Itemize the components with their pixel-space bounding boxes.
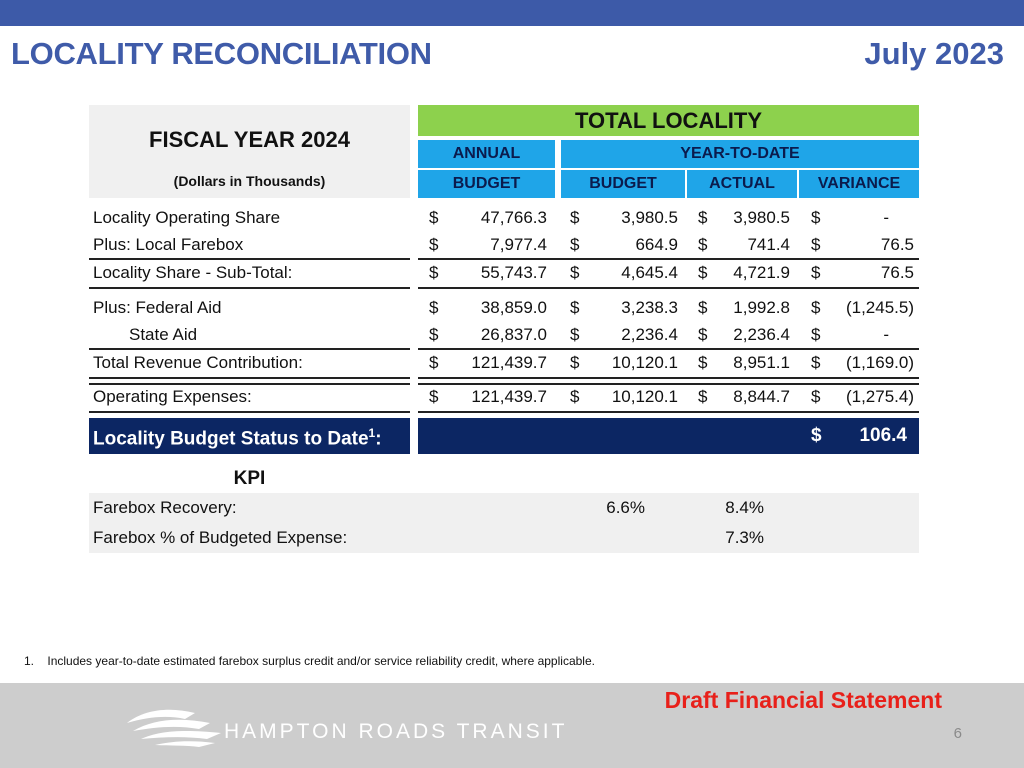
row-divider: [418, 377, 919, 379]
currency-sign: $: [811, 387, 821, 406]
budget-status-label: Locality Budget Status to Date: [93, 428, 369, 450]
currency-sign: $: [570, 387, 580, 406]
row-label: Plus: Local Farebox: [93, 235, 244, 254]
row-divider: [418, 287, 919, 289]
currency-sign: $: [698, 387, 708, 406]
fiscal-year-header: [89, 105, 410, 198]
top-accent-bar: [0, 0, 1024, 26]
currency-sign: $: [811, 325, 821, 344]
ytd-actual-value: 1,992.8: [733, 298, 790, 317]
page-number: 6: [953, 725, 962, 742]
kpi-actual-value: 8.4%: [725, 498, 764, 517]
currency-sign: $: [698, 298, 708, 317]
kpi-heading: KPI: [233, 468, 266, 489]
currency-sign: $: [429, 235, 439, 254]
currency-sign: $: [811, 298, 821, 317]
variance-value: (1,275.4): [845, 387, 914, 406]
row-divider: [89, 287, 410, 289]
annual-budget-value: 121,439.7: [471, 353, 547, 372]
table-row: [89, 205, 919, 232]
currency-sign: $: [570, 263, 580, 282]
currency-sign: $: [698, 235, 708, 254]
budget-status-value: 106.4: [859, 425, 907, 446]
ytd-budget-value: 2,236.4: [621, 325, 678, 344]
currency-sign: $: [570, 235, 580, 254]
draft-label: Draft Financial Statement: [664, 687, 942, 713]
fiscal-year-title: FISCAL YEAR 2024: [149, 127, 350, 152]
kpi-row: [89, 493, 919, 523]
footnote-text: Includes year-to-date estimated farebox surplus credit and/or service reliability credit, where applicable.: [47, 654, 595, 668]
currency-sign: $: [429, 353, 439, 372]
currency-sign: $: [811, 353, 821, 372]
ytd-budget-value: 4,645.4: [621, 263, 678, 282]
annual-budget-value: 26,837.0: [480, 325, 547, 344]
currency-sign: $: [429, 325, 439, 344]
kpi-actual-value: 7.3%: [725, 528, 764, 547]
row-label: Operating Expenses:: [93, 387, 252, 406]
ytd-variance-header: VARIANCE: [799, 170, 919, 198]
annual-budget-value: 55,743.7: [480, 263, 547, 282]
budget-status-value-bar: [418, 418, 919, 454]
currency-sign: $: [811, 425, 822, 446]
annual-budget-value: 47,766.3: [480, 208, 547, 227]
currency-sign: $: [429, 298, 439, 317]
table-row: [89, 322, 919, 349]
ytd-budget-value: 3,238.3: [621, 298, 678, 317]
total-locality-header: TOTAL LOCALITY: [418, 105, 919, 136]
ytd-actual-value: 741.4: [747, 235, 790, 254]
currency-sign: $: [429, 208, 439, 227]
currency-sign: $: [570, 298, 580, 317]
table-row: [89, 295, 919, 322]
table-row: [89, 232, 919, 259]
row-divider: [418, 411, 919, 413]
ytd-budget-value: 3,980.5: [621, 208, 678, 227]
status-colon: :: [375, 428, 382, 450]
currency-sign: $: [429, 263, 439, 282]
annual-header: ANNUAL: [418, 140, 555, 168]
currency-sign: $: [698, 353, 708, 372]
annual-budget-header: BUDGET: [418, 170, 555, 198]
row-label: Total Revenue Contribution:: [93, 353, 303, 372]
report-date: July 2023: [864, 36, 1004, 71]
ytd-budget-header: BUDGET: [561, 170, 685, 198]
variance-value: (1,169.0): [845, 353, 914, 372]
row-divider: [89, 377, 410, 379]
footer-bar: [0, 683, 1024, 768]
variance-value: (1,245.5): [845, 298, 914, 317]
ytd-actual-header: ACTUAL: [687, 170, 797, 198]
table-row: [89, 350, 919, 377]
currency-sign: $: [429, 387, 439, 406]
kpi-row: [89, 523, 919, 553]
ytd-actual-value: 4,721.9: [733, 263, 790, 282]
footnote: [24, 654, 595, 668]
budget-status-label-bar: [89, 418, 410, 454]
currency-sign: $: [570, 325, 580, 344]
variance-value: 76.5: [880, 263, 914, 282]
table-row: [89, 384, 919, 411]
row-label: Plus: Federal Aid: [93, 298, 222, 317]
ytd-budget-value: 664.9: [635, 235, 678, 254]
units-note: (Dollars in Thousands): [173, 173, 326, 189]
annual-budget-value: 7,977.4: [490, 235, 547, 254]
variance-value: -: [883, 208, 889, 227]
currency-sign: $: [570, 353, 580, 372]
annual-budget-value: 121,439.7: [471, 387, 547, 406]
row-divider: [89, 411, 410, 413]
row-label: Locality Operating Share: [93, 208, 281, 227]
ytd-budget-value: 10,120.1: [611, 387, 678, 406]
hrt-logo-icon: [125, 701, 225, 751]
footnote-marker: 1: [368, 426, 376, 440]
ytd-header: YEAR-TO-DATE: [561, 140, 919, 168]
currency-sign: $: [698, 263, 708, 282]
currency-sign: $: [698, 325, 708, 344]
ytd-actual-value: 2,236.4: [733, 325, 790, 344]
ytd-budget-value: 10,120.1: [611, 353, 678, 372]
footnote-number: 1.: [24, 654, 35, 668]
brand-name: HAMPTON ROADS TRANSIT: [224, 720, 568, 743]
currency-sign: $: [698, 208, 708, 227]
ytd-actual-value: 3,980.5: [733, 208, 790, 227]
ytd-actual-value: 8,951.1: [733, 353, 790, 372]
currency-sign: $: [811, 208, 821, 227]
kpi-label: Farebox Recovery:: [93, 498, 237, 517]
row-label: State Aid: [129, 325, 198, 344]
currency-sign: $: [811, 235, 821, 254]
kpi-label: Farebox % of Budgeted Expense:: [93, 528, 348, 547]
variance-value: -: [883, 325, 889, 344]
variance-value: 76.5: [880, 235, 914, 254]
currency-sign: $: [570, 208, 580, 227]
ytd-actual-value: 8,844.7: [733, 387, 790, 406]
annual-budget-value: 38,859.0: [480, 298, 547, 317]
table-row: [89, 260, 919, 287]
currency-sign: $: [811, 263, 821, 282]
row-label: Locality Share - Sub-Total:: [93, 263, 293, 282]
page-title: LOCALITY RECONCILIATION: [11, 36, 432, 71]
kpi-budget-value: 6.6%: [606, 498, 645, 517]
